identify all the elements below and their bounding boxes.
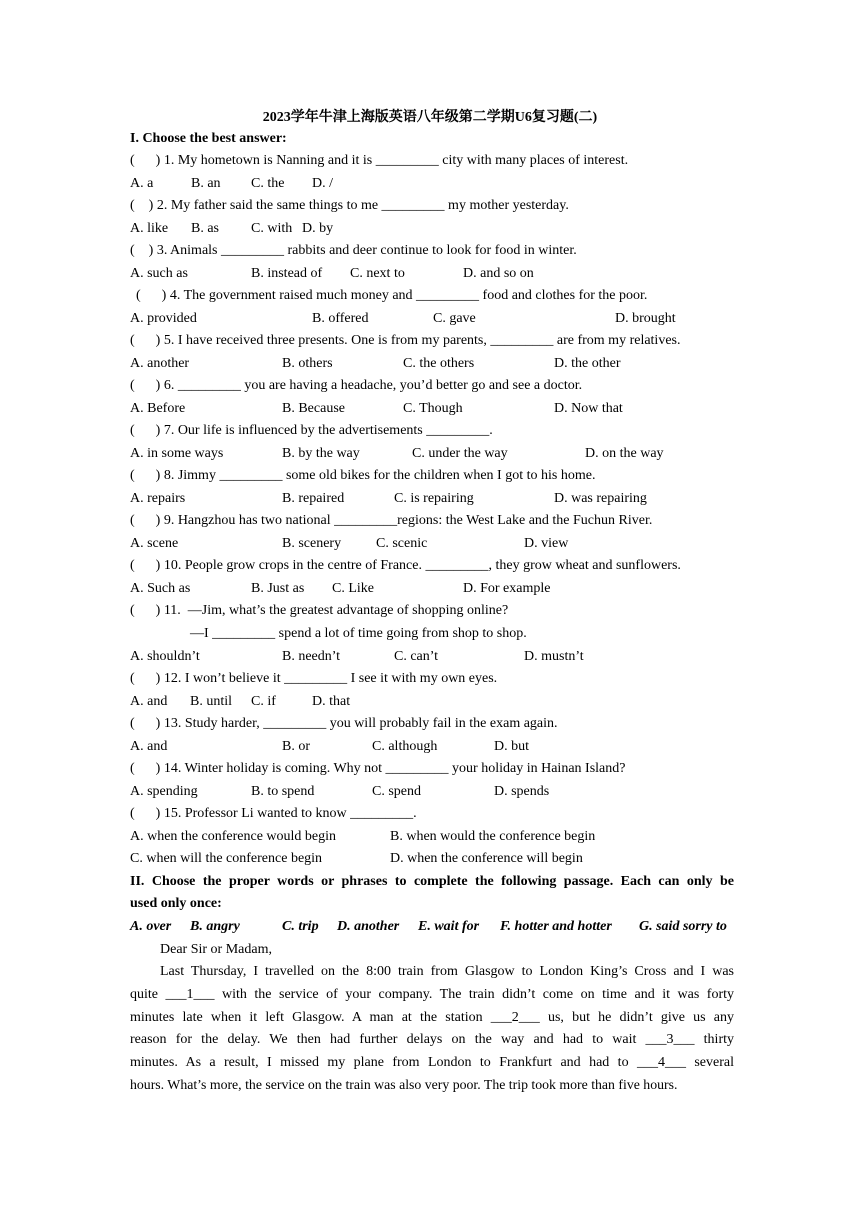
- q5-option-b: B. others: [282, 356, 333, 371]
- q2-option-b: B. as: [191, 221, 219, 236]
- q13-option-d: D. but: [494, 739, 529, 754]
- q2-option-a: A. like: [130, 221, 169, 236]
- word-bank-e: E. wait for: [418, 919, 480, 934]
- question-10: ( ) 10. People grow crops in the centre of France. _________, they grow wheat and sunflowers.: [130, 558, 681, 573]
- passage-line-6: hours. What’s more, the service on the train was also very poor. The trip took more than five hours.: [130, 1077, 678, 1092]
- q6-option-a: A. Before: [130, 401, 186, 416]
- question-12: ( ) 12. I won’t believe it _________ I see it with my own eyes.: [130, 671, 498, 686]
- q6-option-d: D. Now that: [554, 401, 623, 416]
- q1-option-d: D. /: [312, 176, 333, 191]
- q7-option-c: C. under the way: [412, 446, 508, 461]
- q5-option-d: D. the other: [554, 356, 621, 371]
- q9-option-a: A. scene: [130, 536, 179, 551]
- q3-option-d: D. and so on: [463, 266, 534, 281]
- question-13: ( ) 13. Study harder, _________ you will probably fail in the exam again.: [130, 716, 558, 731]
- q15-option-a: A. when the conference would begin: [130, 829, 337, 844]
- q13-option-b: B. or: [282, 739, 310, 754]
- q2-option-c: C. with: [251, 221, 293, 236]
- section-1-heading: I. Choose the best answer:: [130, 131, 287, 146]
- section-2-heading-line2: used only once:: [130, 896, 222, 911]
- question-11: ( ) 11. —Jim, what’s the greatest advantage of shopping online?: [130, 603, 509, 618]
- q8-option-c: C. is repairing: [394, 491, 474, 506]
- question-9: ( ) 9. Hangzhou has two national _________regions: the West Lake and the Fuchun River.: [130, 513, 653, 528]
- q4-option-c: C. gave: [433, 311, 476, 326]
- q12-option-d: D. that: [312, 694, 351, 709]
- q15-option-b: B. when would the conference begin: [390, 829, 596, 844]
- q14-option-d: D. spends: [494, 784, 550, 799]
- word-bank-d: D. another: [337, 919, 400, 934]
- word-bank-g: G. said sorry to: [639, 919, 727, 934]
- q11-option-d: D. mustn’t: [524, 649, 584, 664]
- q10-option-b: B. Just as: [251, 581, 305, 596]
- letter-salutation: Dear Sir or Madam,: [160, 942, 272, 957]
- question-4: ( ) 4. The government raised much money and _________ food and clothes for the poor.: [136, 288, 648, 303]
- passage-line-4: reason for the delay. We then had further delays on the way and had to wait ___3___ thirty: [130, 1032, 734, 1047]
- q6-option-b: B. Because: [282, 401, 345, 416]
- q10-option-c: C. Like: [332, 581, 374, 596]
- word-bank-b: B. angry: [190, 919, 240, 934]
- page-title: 2023学年牛津上海版英语八年级第二学期U6复习题(二): [262, 110, 598, 125]
- q4-option-d: D. brought: [615, 311, 676, 326]
- q7-option-b: B. by the way: [282, 446, 360, 461]
- q7-option-a: A. in some ways: [130, 446, 224, 461]
- q4-option-a: A. provided: [130, 311, 197, 326]
- q10-option-d: D. For example: [463, 581, 551, 596]
- q11-option-b: B. needn’t: [282, 649, 341, 664]
- q14-option-a: A. spending: [130, 784, 198, 799]
- q2-option-d: D. by: [302, 221, 334, 236]
- q7-option-d: D. on the way: [585, 446, 664, 461]
- question-5: ( ) 5. I have received three presents. One is from my parents, _________ are from my relatives.: [130, 333, 681, 348]
- question-1: ( ) 1. My hometown is Nanning and it is _________ city with many places of interest.: [130, 153, 629, 168]
- question-7: ( ) 7. Our life is influenced by the advertisements _________.: [130, 423, 493, 438]
- q13-option-a: A. and: [130, 739, 168, 754]
- q11-option-a: A. shouldn’t: [130, 649, 200, 664]
- word-bank-f: F. hotter and hotter: [500, 919, 612, 934]
- q5-option-c: C. the others: [403, 356, 475, 371]
- question-11-reply: —I _________ spend a lot of time going from shop to shop.: [190, 626, 527, 641]
- passage-line-1: Last Thursday, I travelled on the 8:00 train from Glasgow to London King’s Cross and I was: [160, 964, 734, 979]
- q1-option-b: B. an: [191, 176, 221, 191]
- q8-option-a: A. repairs: [130, 491, 186, 506]
- q1-option-c: C. the: [251, 176, 285, 191]
- question-2: ( ) 2. My father said the same things to me _________ my mother yesterday.: [130, 198, 569, 213]
- question-3: ( ) 3. Animals _________ rabbits and deer continue to look for food in winter.: [130, 243, 577, 258]
- q15-option-c: C. when will the conference begin: [130, 851, 323, 866]
- q9-option-c: C. scenic: [376, 536, 428, 551]
- q15-option-d: D. when the conference will begin: [390, 851, 583, 866]
- q9-option-b: B. scenery: [282, 536, 342, 551]
- passage-line-3: minutes late when it left Glasgow. A man at the station ___2___ us, but he didn’t give us any: [130, 1010, 734, 1025]
- word-bank-a: A. over: [130, 919, 172, 934]
- q11-option-c: C. can’t: [394, 649, 439, 664]
- section-2-heading-line1: II. Choose the proper words or phrases to complete the following passage. Each can only be: [130, 874, 734, 889]
- passage-line-2: quite ___1___ with the service of your company. The train didn’t come on time and it was forty: [130, 987, 734, 1002]
- q1-option-a: A. a: [130, 176, 154, 191]
- q9-option-d: D. view: [524, 536, 569, 551]
- q4-option-b: B. offered: [312, 311, 369, 326]
- q12-option-b: B. until: [190, 694, 233, 709]
- word-bank-c: C. trip: [282, 919, 319, 934]
- passage-line-5: minutes. As a result, I missed my plane from London to Frankfurt and had to ___4___ several: [130, 1055, 734, 1070]
- question-8: ( ) 8. Jimmy _________ some old bikes for the children when I got to his home.: [130, 468, 596, 483]
- q6-option-c: C. Though: [403, 401, 463, 416]
- q3-option-b: B. instead of: [251, 266, 323, 281]
- q5-option-a: A. another: [130, 356, 190, 371]
- q3-option-c: C. next to: [350, 266, 405, 281]
- question-6: ( ) 6. _________ you are having a headache, you’d better go and see a doctor.: [130, 378, 583, 393]
- q14-option-c: C. spend: [372, 784, 421, 799]
- question-15: ( ) 15. Professor Li wanted to know _________.: [130, 806, 417, 821]
- q14-option-b: B. to spend: [251, 784, 315, 799]
- q8-option-d: D. was repairing: [554, 491, 647, 506]
- q10-option-a: A. Such as: [130, 581, 191, 596]
- question-14: ( ) 14. Winter holiday is coming. Why not _________ your holiday in Hainan Island?: [130, 761, 626, 776]
- q13-option-c: C. although: [372, 739, 438, 754]
- q3-option-a: A. such as: [130, 266, 188, 281]
- q8-option-b: B. repaired: [282, 491, 345, 506]
- q12-option-a: A. and: [130, 694, 168, 709]
- q12-option-c: C. if: [251, 694, 276, 709]
